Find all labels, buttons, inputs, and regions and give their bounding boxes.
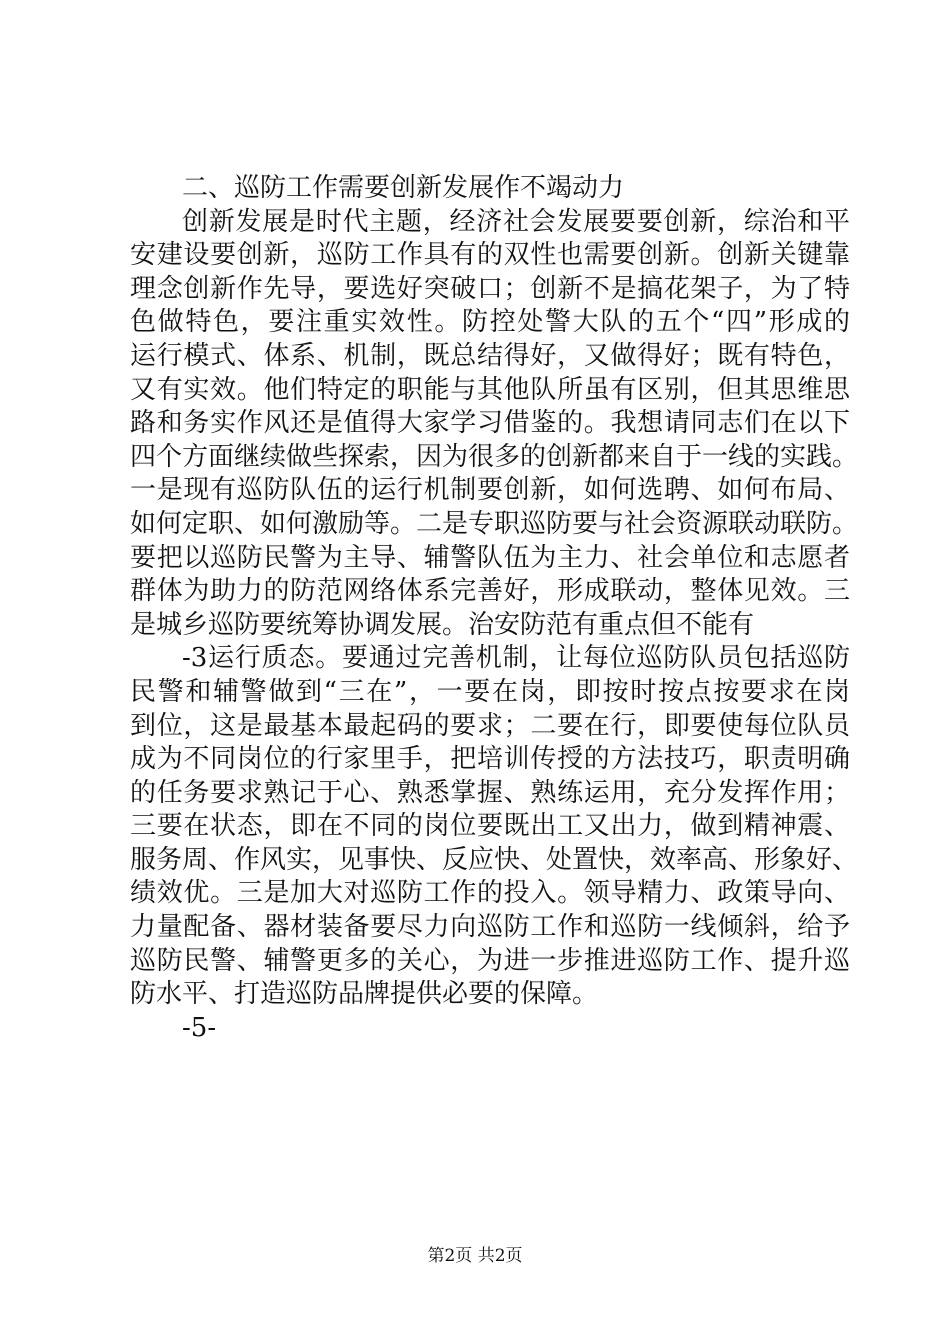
- text-line: 路和务实作风还是值得大家学习借鉴的。我想请同志们在以下: [130, 408, 850, 439]
- text-line: 理念创新作先导，要选好突破口；创新不是搞花架子，为了特: [130, 273, 850, 304]
- text-line: 如何定职、如何激励等。二是专职巡防要与社会资源联动联防。: [130, 508, 859, 539]
- text-line: 色做特色，要注重实效性。防控处警大队的五个“四”形成的: [130, 307, 850, 338]
- text-line: 服务周、作风实，见事快、反应快、处置快，效率高、形象好、: [130, 844, 859, 875]
- text-line: 民警和辅警做到“三在”，一要在岗，即按时按点按要求在岗: [130, 676, 850, 707]
- text-line: 成为不同岗位的行家里手，把培训传授的方法技巧，职责明确: [130, 744, 850, 775]
- text-line: 四个方面继续做些探索，因为很多的创新都来自于一线的实践。: [130, 441, 859, 472]
- text-line: -5-: [182, 1012, 217, 1043]
- document-body: [130, 172, 859, 1045]
- text-line: 运行模式、体系、机制，既总结得好，又做得好；既有特色，: [130, 340, 850, 371]
- page-footer: 第2页 共2页: [427, 1246, 523, 1266]
- text-line: -3运行质态。要通过完善机制，让每位巡防队员包括巡防: [182, 643, 850, 674]
- text-line: 又有实效。他们特定的职能与其他队所虽有区别，但其思维思: [130, 374, 850, 405]
- text-line: 力量配备、器材装备要尽力向巡防工作和巡防一线倾斜，给予: [130, 912, 850, 943]
- text-line: 安建设要创新，巡防工作具有的双性也需要创新。创新关键靠: [130, 240, 850, 271]
- text-line: 一是现有巡防队伍的运行机制要创新，如何选聘、如何布局、: [130, 475, 850, 506]
- text-line: 三要在状态，即在不同的岗位要既出工又出力，做到精神震、: [130, 811, 850, 842]
- text-line: 要把以巡防民警为主导、辅警队伍为主力、社会单位和志愿者: [130, 542, 850, 573]
- text-line: 群体为助力的防范网络体系完善好，形成联动，整体见效。三: [130, 576, 850, 607]
- text-line: 绩效优。三是加大对巡防工作的投入。领导精力、政策导向、: [130, 878, 850, 909]
- text-line: 创新发展是时代主题，经济社会发展要要创新，综治和平: [182, 206, 850, 237]
- text-line: 二、巡防工作需要创新发展作不竭动力: [182, 173, 625, 203]
- text-line: 到位，这是最基本最起码的要求；二要在行，即要使每位队员: [130, 710, 850, 741]
- text-line: 是城乡巡防要统筹协调发展。治安防范有重点但不能有: [130, 609, 755, 640]
- text-line: 防水平、打造巡防品牌提供必要的保障。: [130, 979, 599, 1010]
- text-line: 的任务要求熟记于心、熟悉掌握、熟练运用，充分发挥作用；: [130, 777, 850, 808]
- text-line: 巡防民警、辅警更多的关心，为进一步推进巡防工作、提升巡: [130, 945, 850, 976]
